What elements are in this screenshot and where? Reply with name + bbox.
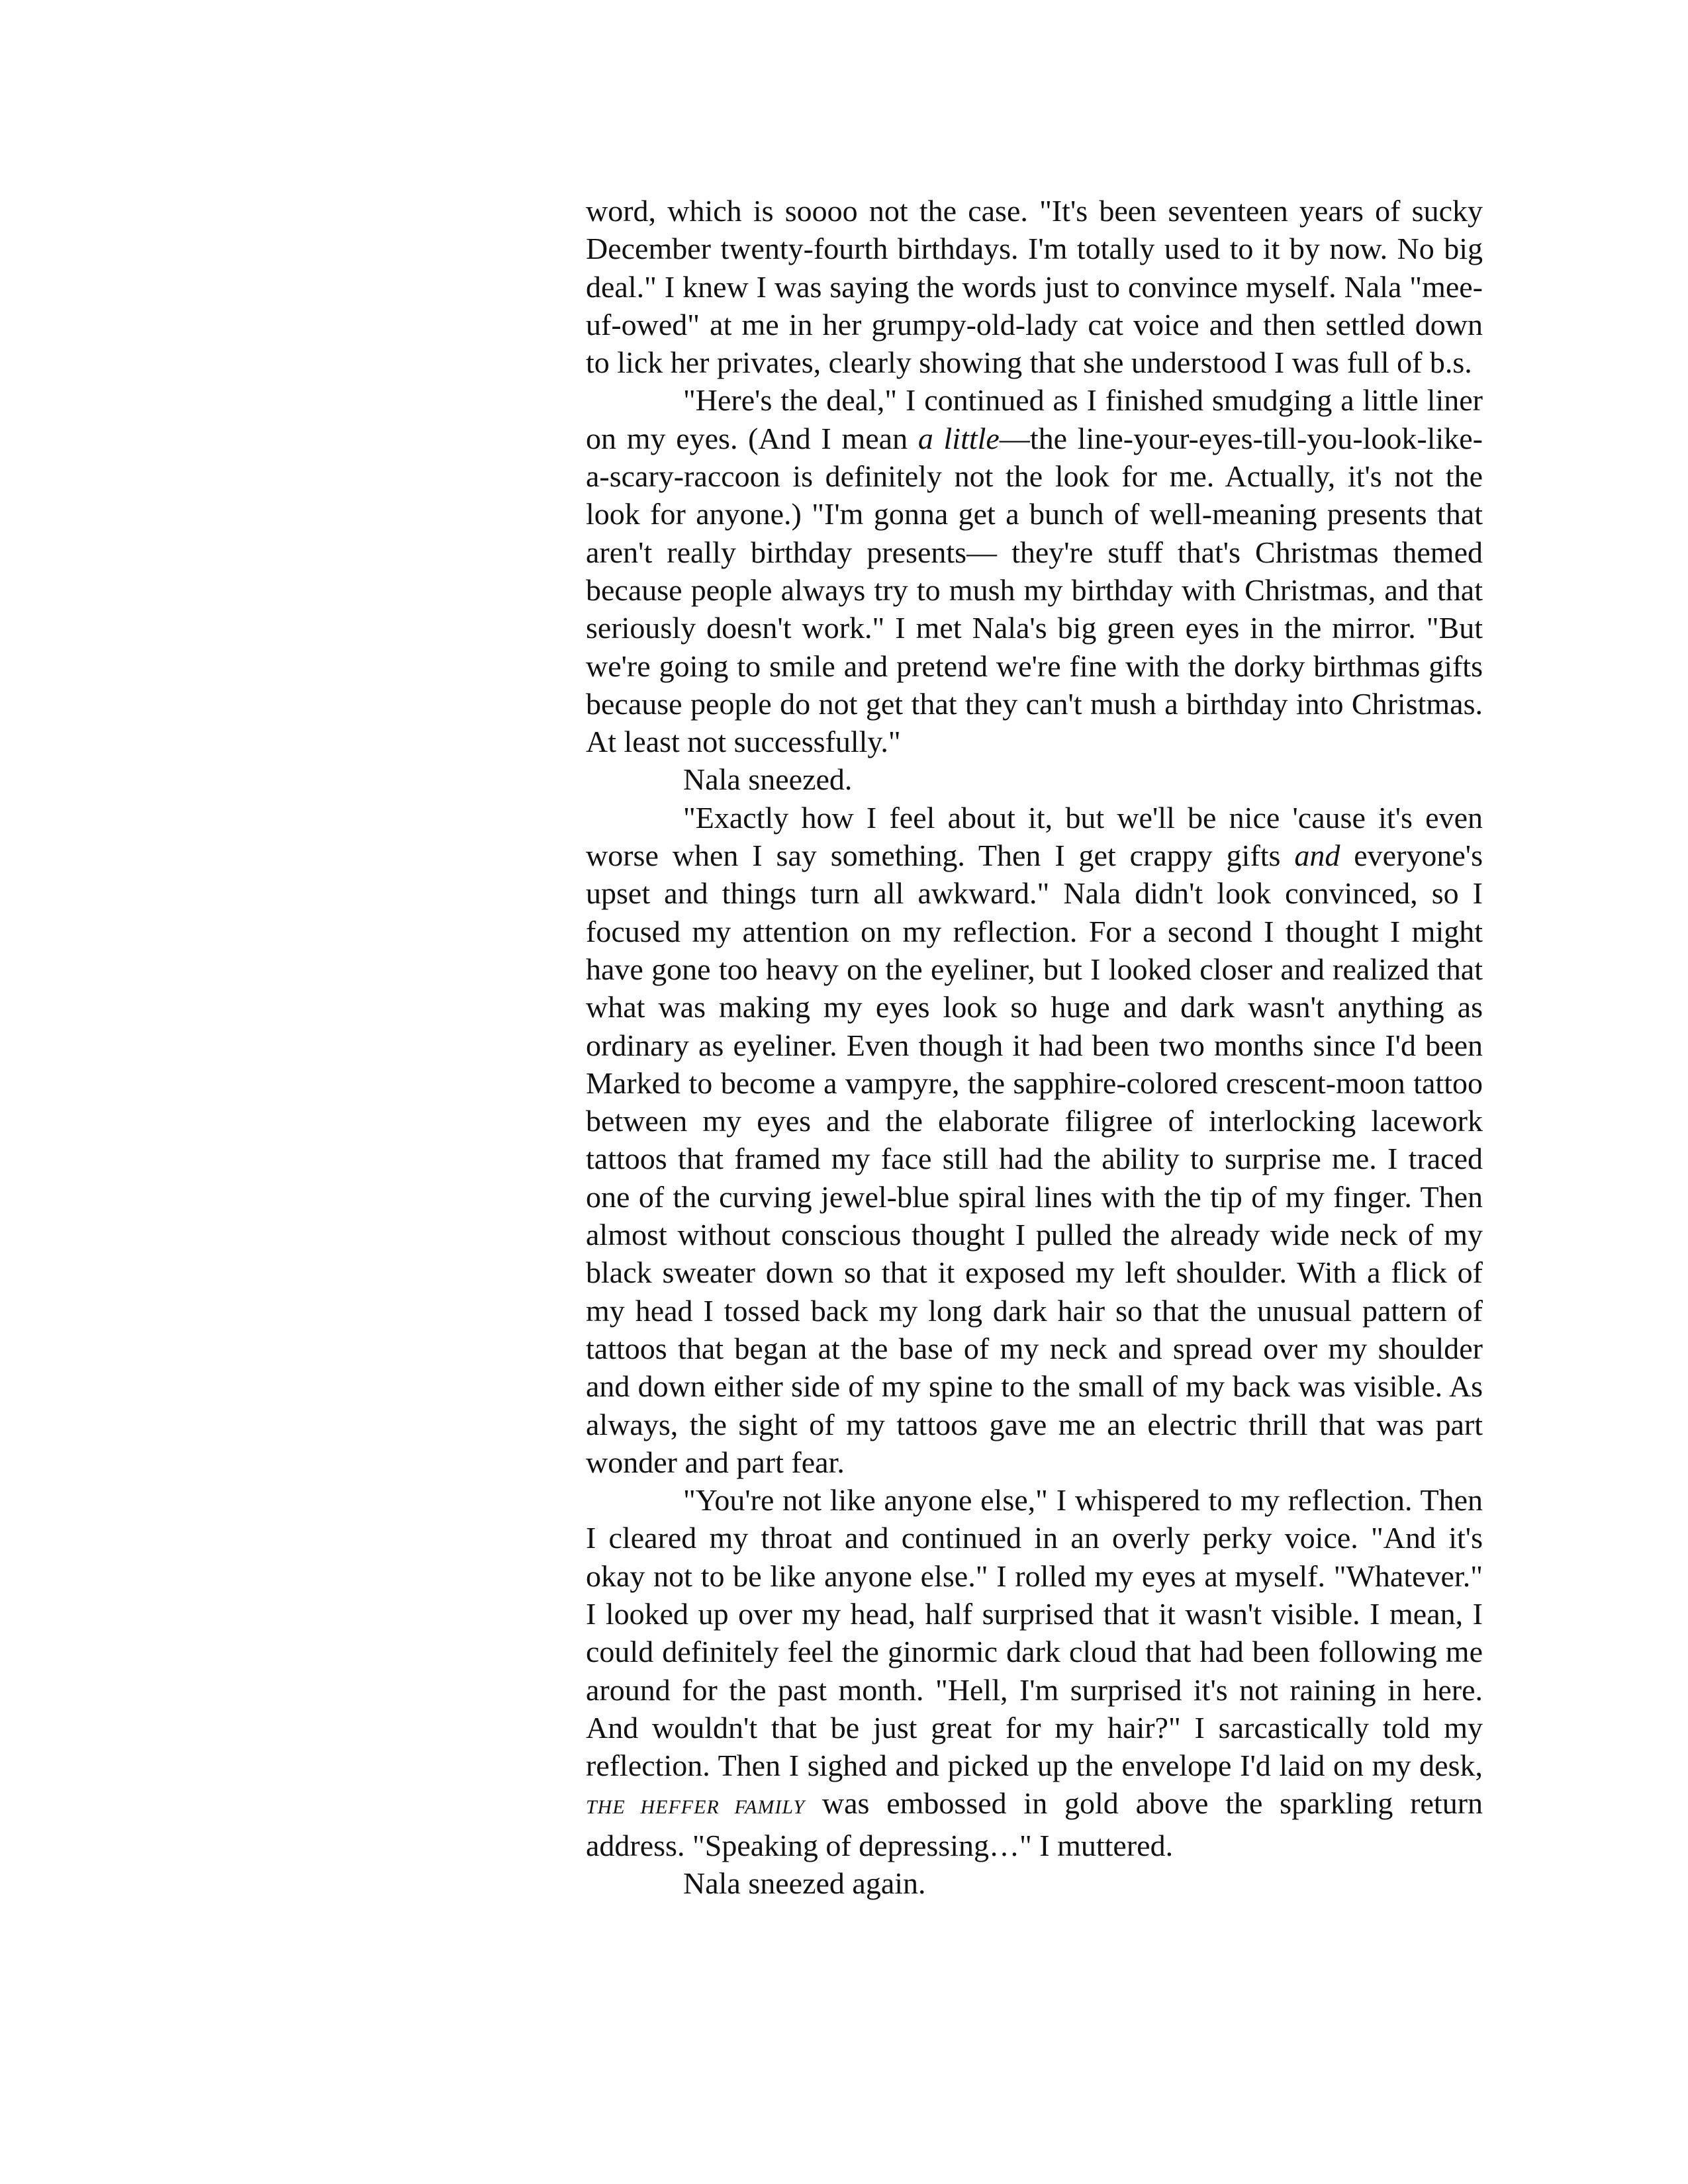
paragraph-4 <box>586 799 1483 1481</box>
paragraph-4-emphasis: and <box>1294 839 1340 873</box>
page-body <box>586 192 1483 1902</box>
paragraph-5-text-b: was embossed in gold above the sparkling return address. "Speaking of depressing…" I muttered. <box>586 1786 1483 1862</box>
paragraph-5 <box>586 1481 1483 1864</box>
heffer-family-small-caps: THE HEFFER FAMILY <box>586 1796 806 1819</box>
paragraph-4-text-b: everyone's upset and things turn all awkward." Nala didn't look convinced, so I focused my attention on my reflection. For a second I thought I might have gone too heavy on the eyeliner, but I looked closer and realized that what was making my eyes look so huge and dark wasn't anything as ordinary as eyeliner. Even though it had been two months since I'd been Marked to become a vampyre, the sapphire-colored crescent-moon tattoo between my eyes and the elaborate filigree of interlocking lacework tattoos that framed my face still had the ability to surprise me. I traced one of the curving jewel-blue spiral lines with the tip of my finger. Then almost without conscious thought I pulled the already wide neck of my black sweater down so that it exposed my left shoulder. With a flick of my head I tossed back my long dark hair so that the unusual pattern of tattoos that began at the base of my neck and spread over my shoulder and down either side of my spine to the small of my back was visible. As always, the sight of my tattoos gave me an electric thrill that was part wonder and part fear. <box>586 839 1483 1479</box>
paragraph-2-emphasis: a little <box>917 421 1000 455</box>
paragraph-1: word, which is soooo not the case. "It's been seventeen years of sucky December twenty-fourth birthdays. I'm totally used to it by now. No big deal." I knew I was saying the words just to convince myself. Nala "mee-uf-owed" at me in her grumpy-old-lady cat voice and then settled down to lick her privates, clearly showing that she understood I was full of b.s. <box>586 194 1483 380</box>
paragraph-2 <box>586 381 1483 760</box>
paragraph-5-text-a: "You're not like anyone else," I whispered to my reflection. Then I cleared my throat and continued in an overly perky voice. "And it's okay not to be like anyone else." I rolled my eyes at myself. "Whatever." I looked up over my head, half surprised that it wasn't visible. I mean, I could definitely feel the ginormic dark cloud that had been following me around for the past month. "Hell, I'm surprised it's not raining in here. And wouldn't that be just great for my hair?" I sarcastically told my reflection. Then I sighed and picked up the envelope I'd laid on my desk, <box>586 1483 1483 1783</box>
paragraph-4-text-a: "Exactly how I feel about it, but we'll be nice 'cause it's even worse when I say something. Then I get crappy gifts <box>586 800 1483 873</box>
paragraph-2-text-a: "Here's the deal," I continued as I finished smudging a little liner on my eyes. (And I mean <box>586 383 1483 455</box>
paragraph-6: Nala sneezed again. <box>683 1866 926 1901</box>
paragraph-2-text-b: —the line-your-eyes-till-you-look-like-a-scary-raccoon is definitely not the look for me. Actually, it's not the look for anyone.) "I'm gonna get a bunch of well-meaning presents that aren't really birthday presents— they're stuff that's Christmas themed because people always try to mush my birthday with Christmas, and that seriously doesn't work." I met Nala's big green eyes in the mirror. "But we're going to smile and pretend we're fine with the dorky birthmas gifts because people do not get that they can't mush a birthday into Christmas. At least not successfully." <box>586 421 1483 759</box>
paragraph-3: Nala sneezed. <box>683 762 853 797</box>
